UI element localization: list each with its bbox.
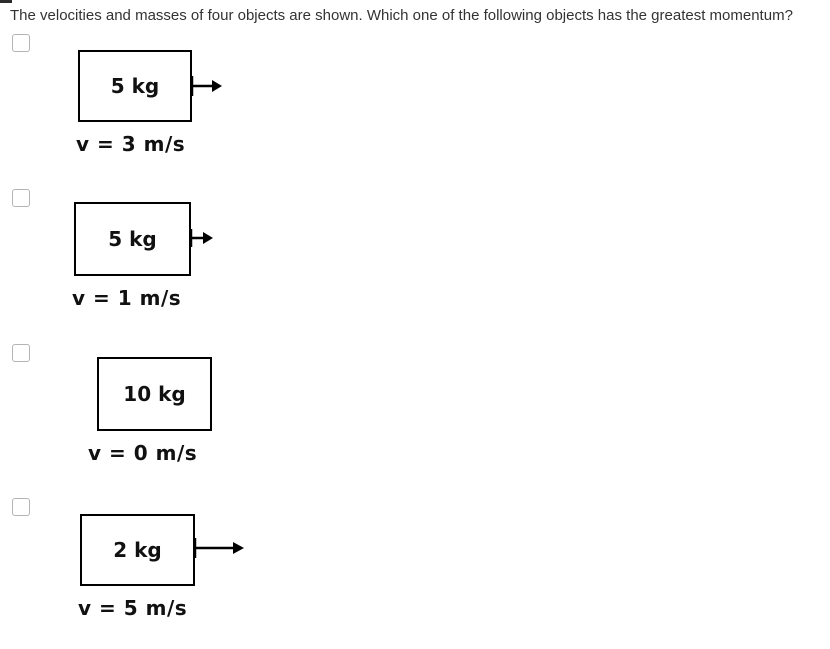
option-1-figure	[0, 48, 330, 178]
option-3-mass-label: 10 kg	[123, 382, 186, 406]
question-text: The velocities and masses of four objects are shown. Which one of the following objects has the greatest momentum?	[10, 7, 793, 24]
option-2-velocity-label: v = 1 m/s	[72, 286, 182, 310]
option-2-figure	[0, 200, 330, 330]
option-4-mass-box	[80, 514, 195, 586]
option-1-mass-box	[78, 50, 192, 122]
option-1-mass-label: 5 kg	[110, 74, 160, 98]
option-3-figure	[0, 355, 330, 485]
option-1-velocity-arrow-icon	[190, 74, 226, 98]
option-4-velocity-arrow-icon	[193, 536, 249, 560]
top-edge-marker	[0, 0, 12, 3]
option-2-mass-label: 5 kg	[108, 227, 157, 251]
option-3-velocity-label: v = 0 m/s	[88, 441, 198, 465]
option-2-velocity-arrow-icon	[189, 227, 217, 249]
option-2-mass-box	[74, 202, 191, 276]
option-4-velocity-label: v = 5 m/s	[78, 596, 188, 620]
option-3-mass-box	[97, 357, 212, 431]
option-4-mass-label: 2 kg	[113, 538, 162, 562]
option-4-figure	[0, 512, 330, 642]
option-1-velocity-label: v = 3 m/s	[76, 132, 186, 156]
